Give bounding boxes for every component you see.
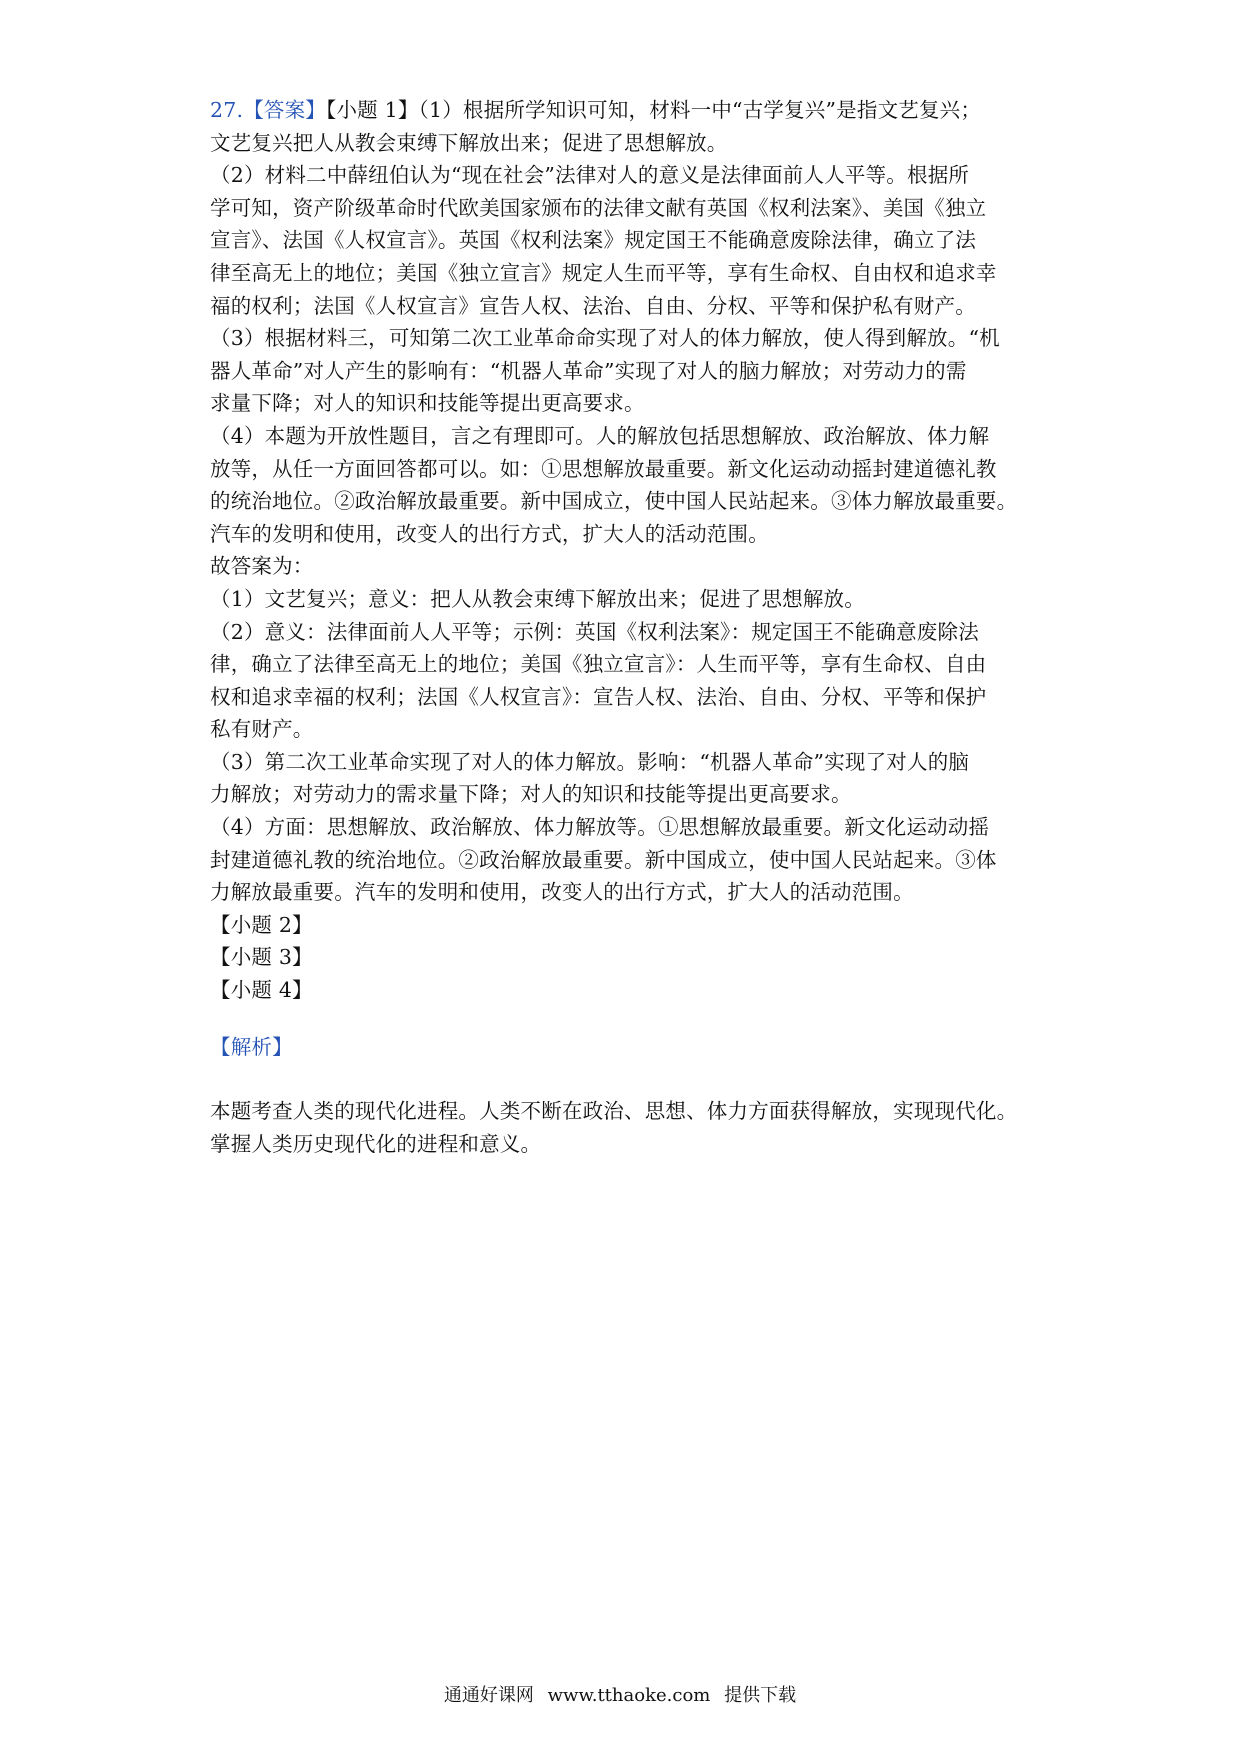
analysis-tag: 【解析】 [210,1034,293,1059]
text-line: （2）意义：法律面前人人平等；示例：英国《权利法案》：规定国王不能确意废除法 [210,619,979,644]
analysis-lines [210,1095,1040,1160]
text-line: 掌握人类历史现代化的进程和意义。 [210,1131,542,1156]
text-line: 【小题 2】 [210,912,313,937]
text-line: 汽车的发明和使用，改变人的出行方式，扩大人的活动范围。 [210,521,769,546]
text-line: 封建道德礼教的统治地位。②政治解放最重要。新中国成立，使中国人民站起来。③体 [210,847,997,872]
text-line: 学可知，资产阶级革命时代欧美国家颁布的法律文献有英国《权利法案》、美国《独立 [210,195,987,220]
text-line: 本题考查人类的现代化进程。人类不断在政治、思想、体力方面获得解放，实现现代化。 [210,1099,1018,1124]
text-line: （2）材料二中薛纽伯认为“现在社会”法律对人的意义是法律面前人人平等。根据所 [210,163,970,188]
text-line: 放等，从任一方面回答都可以。如：①思想解放最重要。新文化运动动摇封建道德礼教 [210,456,997,481]
question-number: 27. [210,98,244,122]
answer-heading-line [210,94,1040,127]
text-line: 律，确立了法律至高无上的地位；美国《独立宣言》：人生而平等，享有生命权、自由 [210,652,987,677]
text-line: 求量下降；对人的知识和技能等提出更高要求。 [210,391,645,416]
text-line: 【小题 4】 [210,978,313,1003]
text-line: 文艺复兴把人从教会束缚下解放出来；促进了思想解放。 [210,130,728,155]
text-line: 宣言》、法国《人权宣言》。英国《权利法案》规定国王不能确意废除法律，确立了法 [210,228,977,253]
footer-suffix: 提供下载 [724,1685,797,1706]
spacer [210,1007,1040,1031]
text-line: （4）方面：思想解放、政治解放、体力解放等。①思想解放最重要。新文化运动动摇 [210,815,990,840]
page-footer [0,1684,1240,1708]
text-line: 力解放最重要。汽车的发明和使用，改变人的出行方式，扩大人的活动范围。 [210,880,914,905]
text-line: 的统治地位。②政治解放最重要。新中国成立，使中国人民站起来。③体力解放最重要。 [210,489,1018,514]
text-line: （1）文艺复兴；意义：把人从教会束缚下解放出来；促进了思想解放。 [210,586,865,611]
text-line: 福的权利；法国《人权宣言》宣告人权、法治、自由、分权、平等和保护私有财产。 [210,293,976,318]
spacer [210,1063,1040,1095]
footer-site-name: 通通好课网 [443,1685,534,1706]
text-line: 权和追求幸福的权利；法国《人权宣言》：宣告人权、法治、自由、分权、平等和保护 [210,684,987,709]
text-line: 力解放；对劳动力的需求量下降；对人的知识和技能等提出更高要求。 [210,782,852,807]
document-body [210,94,1040,1160]
text-line: 器人革命”对人产生的影响有：“机器人革命”实现了对人的脑力解放；对劳动力的需 [210,358,967,383]
text-line: （3）根据材料三，可知第二次工业革命命实现了对人的体力解放，使人得到解放。“机 [210,326,1000,351]
footer-url[interactable]: www.tthaoke.com [547,1685,711,1706]
answer-line: 【小题 1】（1）根据所学知识可知，材料一中“古学复兴”是指文艺复兴； [326,98,982,122]
text-line: 私有财产。 [210,717,314,742]
answer-tag: 【答案】 [243,98,327,122]
text-line: （3）第二次工业革命实现了对人的体力解放。影响：“机器人革命”实现了对人的脑 [210,749,970,774]
text-line: 故答案为： [210,554,314,579]
text-line: 律至高无上的地位；美国《独立宣言》规定人生而平等，享有生命权、自由权和追求幸 [210,260,997,285]
text-line: （4）本题为开放性题目，言之有理即可。人的解放包括思想解放、政治解放、体力解 [210,423,990,448]
answer-lines [210,127,1040,1007]
text-line: 【小题 3】 [210,945,313,970]
